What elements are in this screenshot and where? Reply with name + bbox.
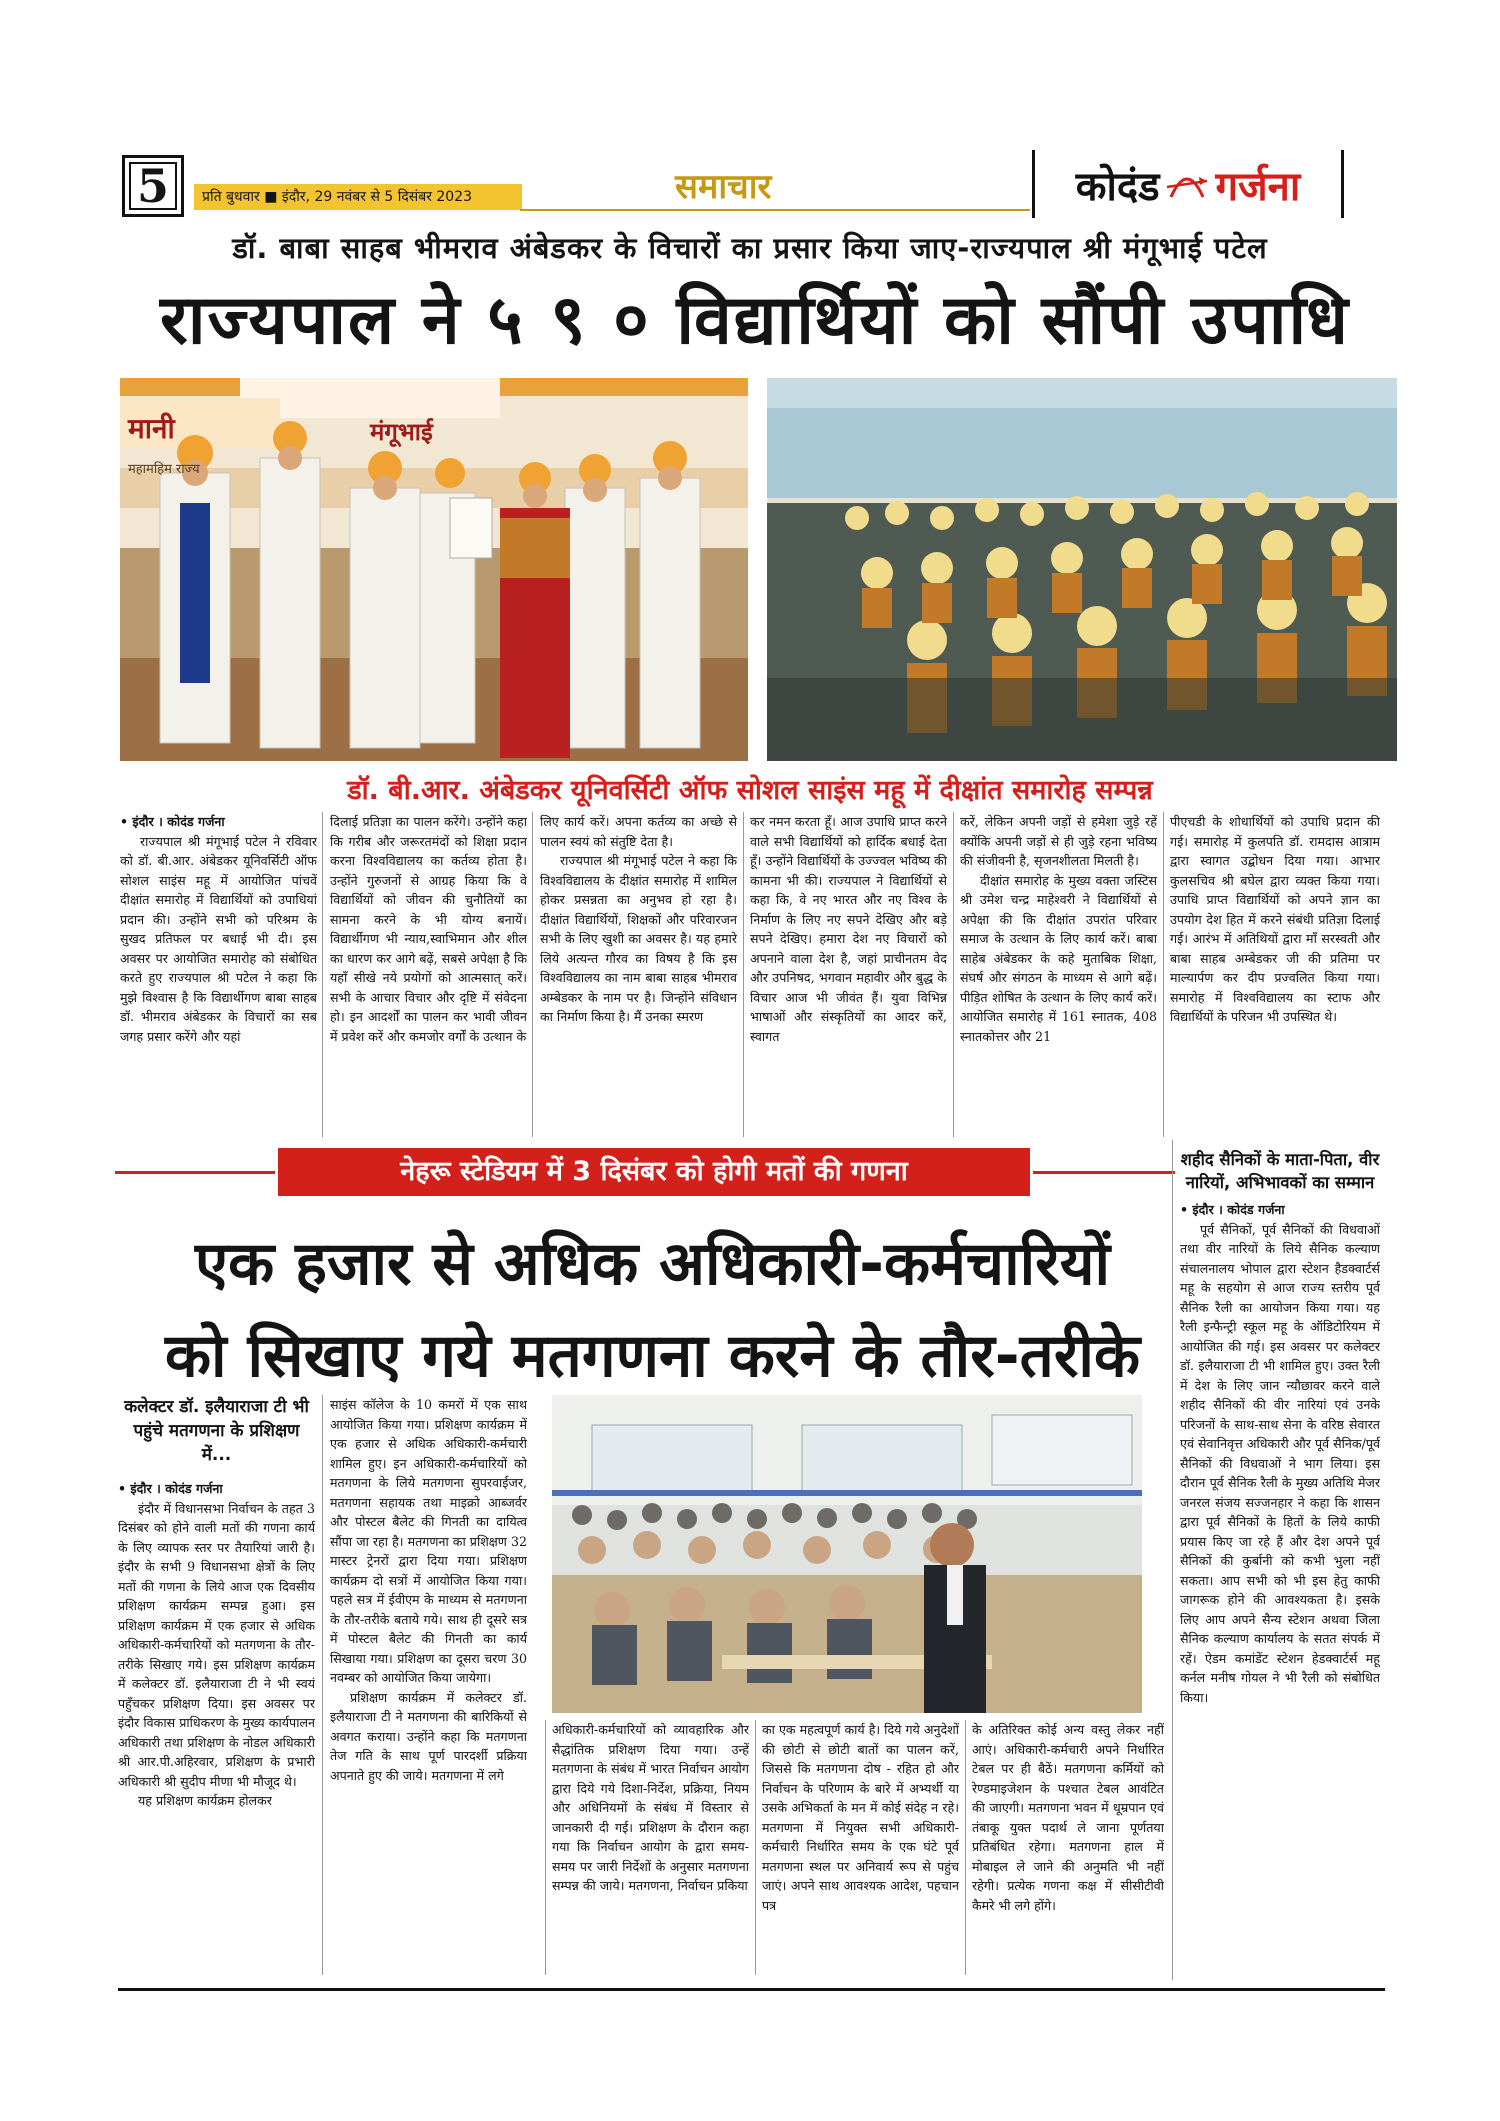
story2-column-4 (762, 1720, 959, 1975)
story1-byline: • इंदौर । कोदंड गर्जना (120, 814, 225, 829)
masthead-right-text: गर्जना (1215, 163, 1301, 210)
section-label: समाचार (675, 167, 772, 207)
column-divider (545, 1720, 546, 1975)
story1-col4-text: कर नमन करता हूँ। आज उपाधि प्राप्त करने वाले सभी विद्यार्थियों को हार्दिक बधाई देता हूँ। उन्होंने विद्यार्थियों के उज्ज्वल भविष्य की कामना भी की। राज्यपाल ने विद्यार्थियों से कहा कि, वे नए भारत और नए विश्व के निर्माण के लिए नए सपने देखिए और बड़े सपने देखिए। हमारा देश नए विचारों को अपनाने वाला देश है, जहां प्राचीनतम वेद और उपनिषद, भगवान महावीर और बुद्ध के विचार आज भी जीवंत हैं। युवा विभिन्न भाषाओं और संस्कृतियों का आदर करें, स्वागत (750, 814, 947, 1044)
dateline: प्रति बुधवार ■ इंदौर, 29 नवंबर से 5 दिसंबर 2023 (194, 184, 522, 210)
story-divider (1172, 1140, 1173, 1980)
convocation-stage-illustration (120, 378, 748, 761)
bow-arrow-icon (1165, 167, 1209, 201)
photo-banner-text-1: मानी (128, 412, 175, 445)
column-divider (743, 812, 744, 1137)
story1-headline: राज्यपाल ने ५ ९ ० विद्यार्थियों को सौंपी उपाधि (160, 281, 1350, 360)
story2-col2-text: साइंस कॉलेज के 10 कमरों में एक साथ आयोजित किया गया। प्रशिक्षण कार्यक्रम में एक हजार से अधिक अधिकारी-कर्मचारी शामिल हुए। इन अधिकारी-कर्मचारियों को मतगणना के लिये मतगणना सुपरवाईजर, मतगणना सहायक तथा माइक्रो आब्जर्वर और पोस्टल बैलेट की गिनती का दायित्व सौंपा जा रहा है। मतगणना का प्रशिक्षण 32 मास्टर ट्रेनरों द्वारा दिया गया। प्रशिक्षण कार्यक्रम दो सत्रों में आयोजित किया गया। पहले सत्र में ईवीएम के माध्यम से मतगणना के तौर-तरीके बताये गये। साथ ही दूसरे सत्र में पोस्टल बैलेट की गिनती का कार्य सिखाया गया। प्रशिक्षण का दूसरा चरण 30 नवम्बर को आयोजित किया जायेगा। (330, 1397, 527, 1685)
story2-headline (115, 1218, 1190, 1402)
column-divider (322, 812, 323, 1137)
story1-col6-text: पीएचडी के शोधार्थियों को उपाधि प्रदान की गई। समारोह में कुलपति डॉ. रामदास आत्राम द्वारा स्वागत उद्बोधन दिया गया। आभार कुलसचिव श्री बघेल द्वारा व्यक्त किया गया। उपाधि प्राप्त विद्यार्थियों को अपने ज्ञान का उपयोग देश हित में करने संबंधी प्रतिज्ञा दिलाई गई। आरंभ में अतिथियों द्वारा माँ सरस्वती और बाबा साहब अम्बेडकर जी की प्रतिमा पर माल्यार्पण कर दीप प्रज्वलित किया गया। समारोह में विश्वविद्यालय का स्टाफ और विद्यार्थियों के परिजन भी उपस्थित थे। (1170, 814, 1380, 1024)
story2-sidebar-heading: कलेक्टर डॉ. इलैयाराजा टी भी पहुंचे मतगणना के प्रशिक्षण में... (124, 1397, 309, 1465)
story2-col2b-text: प्रशिक्षण कार्यक्रम में कलेक्टर डॉ. इलैयाराजा टी ने मतगणना की बारिकियों से अवगत कराया। उन्होंने कहा कि मतगणना तेज गति के साथ पूर्ण पारदर्शी प्रक्रिया अपनाते हुए की जाये। मतगणना में लगे (330, 1689, 527, 1783)
masthead-logo (1032, 150, 1344, 218)
story1-column-3 (540, 812, 737, 1137)
story2-col1-text: इंदौर में विधानसभा निर्वाचन के तहत 3 दिसंबर को होने वाली मतों की गणना कार्य के लिए व्यापक स्तर पर तैयारियां जारी है। इंदौर के सभी 9 विधानसभा क्षेत्रों के लिए मतों की गणना के लिये आज एक दिवसीय प्रशिक्षण कार्यक्रम सम्पन्न हुआ। इस प्रशिक्षण कार्यक्रम में एक हजार से अधिक अधिकारी-कर्मचारियों को मतगणना के तौर-तरीके सिखाए गये। इस प्रशिक्षण कार्यक्रम में कलेक्टर डॉ. इलैयाराजा टी ने भी स्वयं पहुँचकर प्रशिक्षण दिया। इस अवसर पर इंदौर विकास प्राधिकरण के मुख्य कार्यपालन अधिकारी तथा प्रशिक्षण के नोडल अधिकारी श्री आर.पी.अहिरवार, प्रशिक्षण के प्रभारी अधिकारी श्री सुदीप मीणा भी मौजूद थे। (118, 1500, 315, 1789)
graduates-audience-photo (767, 378, 1397, 761)
story2-col5-text: के अतिरिक्त कोई अन्य वस्तु लेकर नहीं आएं। अधिकारी-कर्मचारी अपने निर्धारित टेबल पर ही बैठें। मतगणना कर्मियों को रेण्डमाइजेशन के पश्चात टेबल आवंटित की जाएगी। मतगणना भवन में धूम्रपान एवं तंबाकू युक्त पदार्थ ले जाना पूर्णतया प्रतिबंधित रहेगा। मतगणना हाल में मोबाइल ले जाने की अनुमति भी नहीं रहेगी। प्रत्येक गणना कक्ष में सीसीटीवी कैमरे भी लगे होंगे। (972, 1722, 1164, 1913)
story1-column-1 (120, 812, 317, 1137)
story2-sidebar (118, 1395, 315, 1974)
story1-col5-text: करें, लेकिन अपनी जड़ों से हमेशा जुड़े रहें क्योंकि अपनी जड़ों से ही जुड़े रहना भविष्य की संजीवनी है, सृजनशीलता मिलती है। (960, 814, 1157, 868)
story3-byline: • इंदौर । कोदंड गर्जना (1180, 1202, 1285, 1217)
story2-headline-line2: को सिखाए गये मतगणना करने के तौर-तरीके (164, 1321, 1141, 1391)
story1-subhead: डॉ. बी.आर. अंबेडकर यूनिवर्सिटी ऑफ सोशल साइंस महू में दीक्षांत समारोह सम्पन्न (347, 775, 1153, 806)
story1-col1-text: राज्यपाल श्री मंगूभाई पटेल ने रविवार को डॉ. बी.आर. अंबेडकर यूनिवर्सिटी ऑफ सोशल साइंस महू में आयोजित पांचवें दीक्षांत समारोह में विद्यार्थियों को उपाधियां प्रदान की। उन्होंने सभी को परिश्रम के सुखद प्रतिफल पर बधाई भी दी। इस अवसर पर आयोजित समारोह को संबोधित करते हुए राज्यपाल श्री पटेल ने कहा कि मुझे विश्वास है कि विद्यार्थीगण बाबा साहब डॉ. भीमराव अंबेडकर के विचारों का सब जगह प्रसार करेंगे और यहां (120, 833, 317, 1044)
column-divider (322, 1395, 323, 1975)
counting-banner: नेहरू स्टेडियम में 3 दिसंबर को होगी मतों की गणना (278, 1148, 1030, 1196)
story2-byline: • इंदौर । कोदंड गर्जना (118, 1481, 223, 1496)
story3-headline: शहीद सैनिकों के माता-पिता, वीर नारियों, अभिभावकों का सम्मान (1180, 1150, 1380, 1192)
story1-column-4 (750, 812, 947, 1137)
story1-column-2 (330, 812, 527, 1137)
story1-col5b-text: दीक्षांत समारोह के मुख्य वक्ता जस्टिस श्री उमेश चन्द्र माहेश्वरी ने विद्यार्थियों से अपेक्षा की कि दीक्षांत उपरांत परिवार समाज के उत्थान के लिए कार्य करें। बाबा साहेब अंबेडकर के कहे मुताबिक शिक्षा, संघर्ष और संगठन के माध्यम से आगे बढ़ें। पीड़ित शोषित के उत्थान के लिए कार्य करें। आयोजित समारोह में 161 स्नातक, 408 स्नातकोत्तर और 21 (960, 872, 1157, 1044)
story2-col1b-text: यह प्रशिक्षण कार्यक्रम होलकर (138, 1793, 272, 1808)
banner-line-left (115, 1171, 275, 1174)
story2-column-5 (972, 1720, 1164, 1975)
story2-column-3 (552, 1720, 749, 1975)
page-number (122, 155, 184, 217)
story2-column-1 (118, 1479, 315, 1974)
story2-headline-line1: एक हजार से अधिक अधिकारी-कर्मचारियों (194, 1229, 1111, 1299)
page-bottom-rule (118, 1988, 1385, 1991)
convocation-stage-photo (120, 378, 748, 761)
story1-column-5 (960, 812, 1157, 1137)
column-divider (1163, 812, 1164, 1137)
story2-column-2 (330, 1395, 527, 1975)
masthead-left-text: कोदंड (1075, 163, 1160, 210)
photo-banner-text-3: महामहिम राज्य (128, 462, 200, 477)
story2-col3-text: अधिकारी-कर्मचारियों को व्यावहारिक और सैद्धांतिक प्रशिक्षण दिया गया। उन्हें मतगणना के संबंध में भारत निर्वाचन आयोग द्वारा दिये गये दिशा-निर्देश, प्रक्रिया, नियम और अधिनियमों के संबंध में विस्तार से जानकारी दी गई। प्रशिक्षण के दौरान कहा गया कि निर्वाचन आयोग के द्वारा समय-समय पर जारी निर्देशों के अनुसार मतगणना सम्पन्न की जाये। मतगणना, निर्वाचन प्रकिया (552, 1722, 749, 1893)
story1-kicker: डॉ. बाबा साहब भीमराव अंबेडकर के विचारों का प्रसार किया जाए-राज्यपाल श्री मंगूभाई पटेल (232, 231, 1268, 265)
column-divider (755, 1720, 756, 1975)
story3-body (1180, 1200, 1380, 1945)
story1-col2-text: दिलाई प्रतिज्ञा का पालन करेंगे। उन्होंने कहा कि गरीब और जरूरतमंदों को शिक्षा प्रदान करना विश्वविद्यालय का कर्तव्य होता है। उन्होंने गुरुजनों से आग्रह किया कि वे विद्यार्थियों को जीवन की चुनौतियों का सामना करने के भी योग्य बनायें। विद्यार्थीगण भी न्याय,स्वाभिमान और शील का धारण कर आगे बढ़ें, सबसे अपेक्षा है कि यहाँ सीखे नये प्रयोगों को आत्मसात् करें। सभी के आचार विचार और दृष्टि में संवेदना हो। इन आदर्शों का पालन कर भावी जीवन में प्रवेश करें और कमजोर वर्गों के उत्थान के (330, 814, 527, 1044)
story3-body-text: पूर्व सैनिकों, पूर्व सैनिकों की विधवाओं तथा वीर नारियों के लिये सैनिक कल्याण संचालनालय भोपाल द्वारा स्टेशन हैडक्वार्टर्स महू के सहयोग से आज राज्य स्तरीय पूर्व सैनिक रैली का आयोजन किया गया। यह रैली इन्फैन्ट्री स्कूल महू के ऑडिटोरियम में आयोजित की गई। इस अवसर पर कलेक्टर डॉ. इलैयाराजा टी भी शामिल हुए। उक्त रैली में देश के लिए जान न्यौछावर करने वाले शहीद सैनिकों की वीर नारियां एवं उनके परिजनों के साथ-साथ सेना के वरिष्ठ सेवारत एवं सेवानिवृत्त अधिकारी और पूर्व सैनिक/पूर्व सैनिकों की विधवाओं ने भाग लिया। इस दौरान पूर्व सैनिक रैली के मुख्य अतिथि मेजर जनरल संजय सज्जनहार ने कहा कि शासन द्वारा पूर्व सैनिकों के हितों के लिये काफी प्रयास किए जा रहे हैं और देश अपने पूर्व सैनिकों की कुर्बानी को कभी भुला नहीं सकता। आप सभी को भी इस हेतु काफी जागरूक होने की आवश्यकता है। इसके लिए आप अपने सैन्य स्टेशन अथवा जिला सैनिक कल्याण कार्यालय के सतत संपर्क में रहें। ऐडम कमांडेंट स्टेशन हेडक्वार्टर्स महू कर्नल मनीष गोयल ने भी रैली को संबोधित किया। (1180, 1221, 1380, 1705)
training-session-photo (552, 1395, 1142, 1713)
graduates-audience-illustration (767, 378, 1397, 761)
column-divider (532, 812, 533, 1137)
story1-column-6 (1170, 812, 1380, 1137)
story1-col3-text: लिए कार्य करें। अपना कर्तव्य का अच्छे से पालन स्वयं को संतुष्टि देता है। (540, 814, 737, 849)
photo-banner-text-2: मंगूभाई (370, 418, 433, 446)
story3 (1180, 1148, 1380, 1945)
training-session-illustration (552, 1395, 1142, 1713)
story2-col4-text: का एक महत्वपूर्ण कार्य है। दिये गये अनुदेशों की छोटी से छोटी बातों का पालन करें, जिससे कि मतगणना दोष - रहित हो और निर्वाचन के परिणाम के बारे में अभ्यर्थी या उसके अभिकर्ता के मन में कोई संदेह न रहे। मतगणना में नियुक्त सभी अधिकारी-कर्मचारी निर्धारित समय के एक घंटे पूर्व मतगणना स्थल पर अनिवार्य रूप से पहुंच जाएं। अपने साथ आवश्यक आदेश, पहचान पत्र (762, 1722, 959, 1913)
banner-line-right (1033, 1171, 1175, 1174)
page-number-text: 5 (136, 159, 169, 213)
column-divider (953, 812, 954, 1137)
story1-col3b-text: राज्यपाल श्री मंगूभाई पटेल ने कहा कि विश्वविद्यालय के दीक्षांत समारोह में शामिल होकर प्रसन्नता का अनुभव हो रहा है। दीक्षांत विद्यार्थियों, शिक्षकों और परिवारजन सभी के लिए खुशी का अवसर है। यह हमारे लिये अत्यन्त गौरव का विषय है कि इस विश्वविद्यालय का नाम बाबा साहब भीमराव अम्बेडकर के नाम पर है। जिन्होंने संविधान का निर्माण किया है। मैं उनका स्मरण (540, 853, 737, 1024)
header-rule (520, 209, 1030, 211)
column-divider (965, 1720, 966, 1975)
